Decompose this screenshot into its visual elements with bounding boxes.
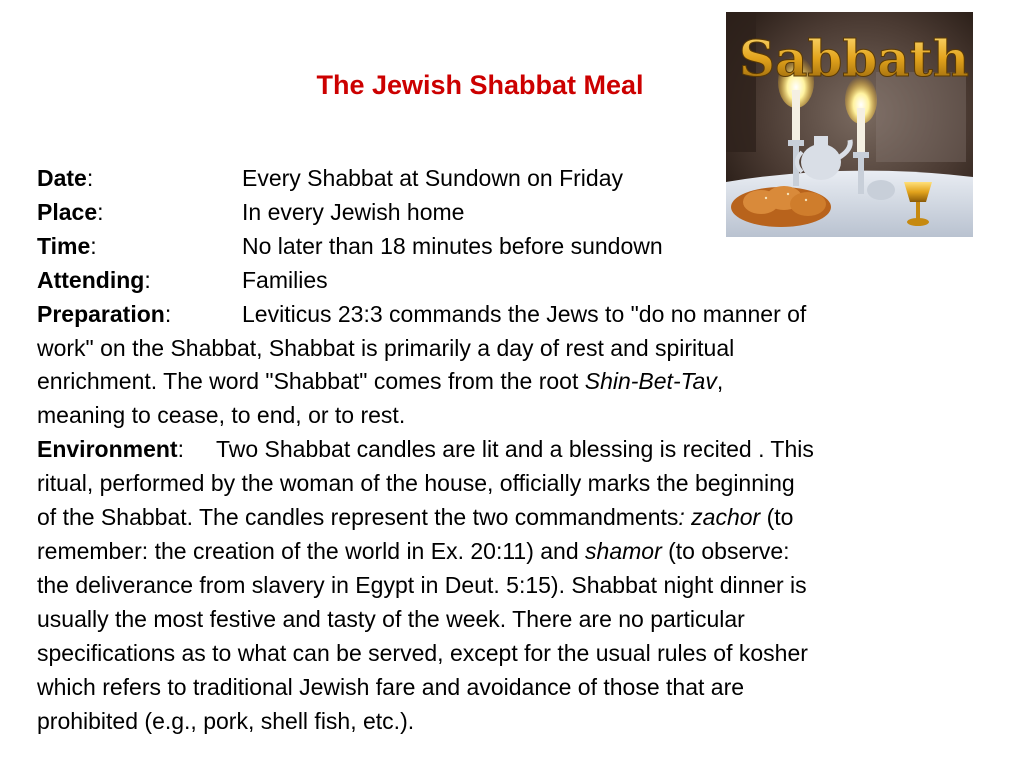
- slide-title: The Jewish Shabbat Meal: [316, 70, 644, 100]
- field-label: Time: [37, 232, 91, 259]
- preparation-text: enrichment. The word "Shabbat" comes from the root Shin-Bet-Tav,: [37, 368, 724, 395]
- environment-text: ritual, performed by the woman of the house, officially marks the beginning: [37, 470, 795, 497]
- environment-text: usually the most festive and tasty of the week. There are no particular: [37, 605, 745, 632]
- environment-text: Two Shabbat candles are lit and a blessing is recited . This: [215, 436, 814, 463]
- sabbath-caption: Sabbath: [738, 29, 970, 88]
- environment-text: of the Shabbat. The candles represent the two commandments: zachor (to: [37, 504, 794, 531]
- field-place: Place: In every Jewish home: [37, 196, 992, 230]
- zachor-term: : zachor: [678, 504, 761, 531]
- preparation-section: Preparation: Leviticus 23:3 commands the Jews to "do no manner of work" on the Shabbat, Shabbat is primarily a day of rest and spiritual enrichment. The word "Shabbat" comes from the root Shin-Bet-Tav, meaning to cease, to end, or to rest.: [37, 298, 992, 434]
- field-date: Date: Every Shabbat at Sundown on Friday: [37, 162, 992, 196]
- environment-text: prohibited (e.g., pork, shell fish, etc.).: [37, 707, 415, 734]
- field-value: No later than 18 minutes before sundown: [242, 232, 663, 259]
- field-value: In every Jewish home: [242, 198, 465, 225]
- preparation-text: work" on the Shabbat, Shabbat is primarily a day of rest and spiritual: [37, 334, 735, 361]
- field-label: Attending: [37, 266, 145, 293]
- field-value: Every Shabbat at Sundown on Friday: [242, 165, 624, 191]
- environment-text: which refers to traditional Jewish fare and avoidance of those that are: [37, 673, 745, 700]
- environment-section: Environment: Two Shabbat candles are lit and a blessing is recited . This ritual, performed by the woman of the house, officially marks the beginning of the Shabbat. The candles represent the two commandments: zachor (to remember: the creation of the world in Ex. 20:11) and shamor (to observe: the deliverance from slavery in Egypt in Deut. 5:15). Shabbat night dinner is usually the most festive and tasty of the week. There are no particular specifications as to what can be served, except for the usual rules of kosher which refers to traditional Jewish fare and avoidance of those that are prohibited (e.g., pork, shell fish, etc.).: [37, 433, 992, 738]
- environment-text: the deliverance from slavery in Egypt in Deut. 5:15). Shabbat night dinner is: [37, 571, 807, 598]
- field-time: Time: No later than 18 minutes before sundown: [37, 230, 992, 264]
- hebrew-root-term: Shin-Bet-Tav: [584, 368, 717, 395]
- preparation-label: Preparation: [37, 300, 165, 327]
- preparation-text: meaning to cease, to end, or to rest.: [37, 402, 406, 429]
- environment-text: remember: the creation of the world in Ex. 20:11) and shamor (to observe:: [37, 537, 790, 564]
- field-attending: Attending: Families: [37, 264, 992, 298]
- field-value: Families: [242, 266, 328, 293]
- shamor-term: shamor: [585, 537, 662, 564]
- environment-text: specifications as to what can be served, except for the usual rules of kosher: [37, 639, 808, 666]
- content-body: [37, 162, 992, 738]
- field-label: Date: [37, 165, 87, 191]
- field-label: Place: [37, 198, 98, 225]
- preparation-text: Leviticus 23:3 commands the Jews to "do no manner of: [242, 300, 807, 327]
- environment-label: Environment: [37, 436, 178, 463]
